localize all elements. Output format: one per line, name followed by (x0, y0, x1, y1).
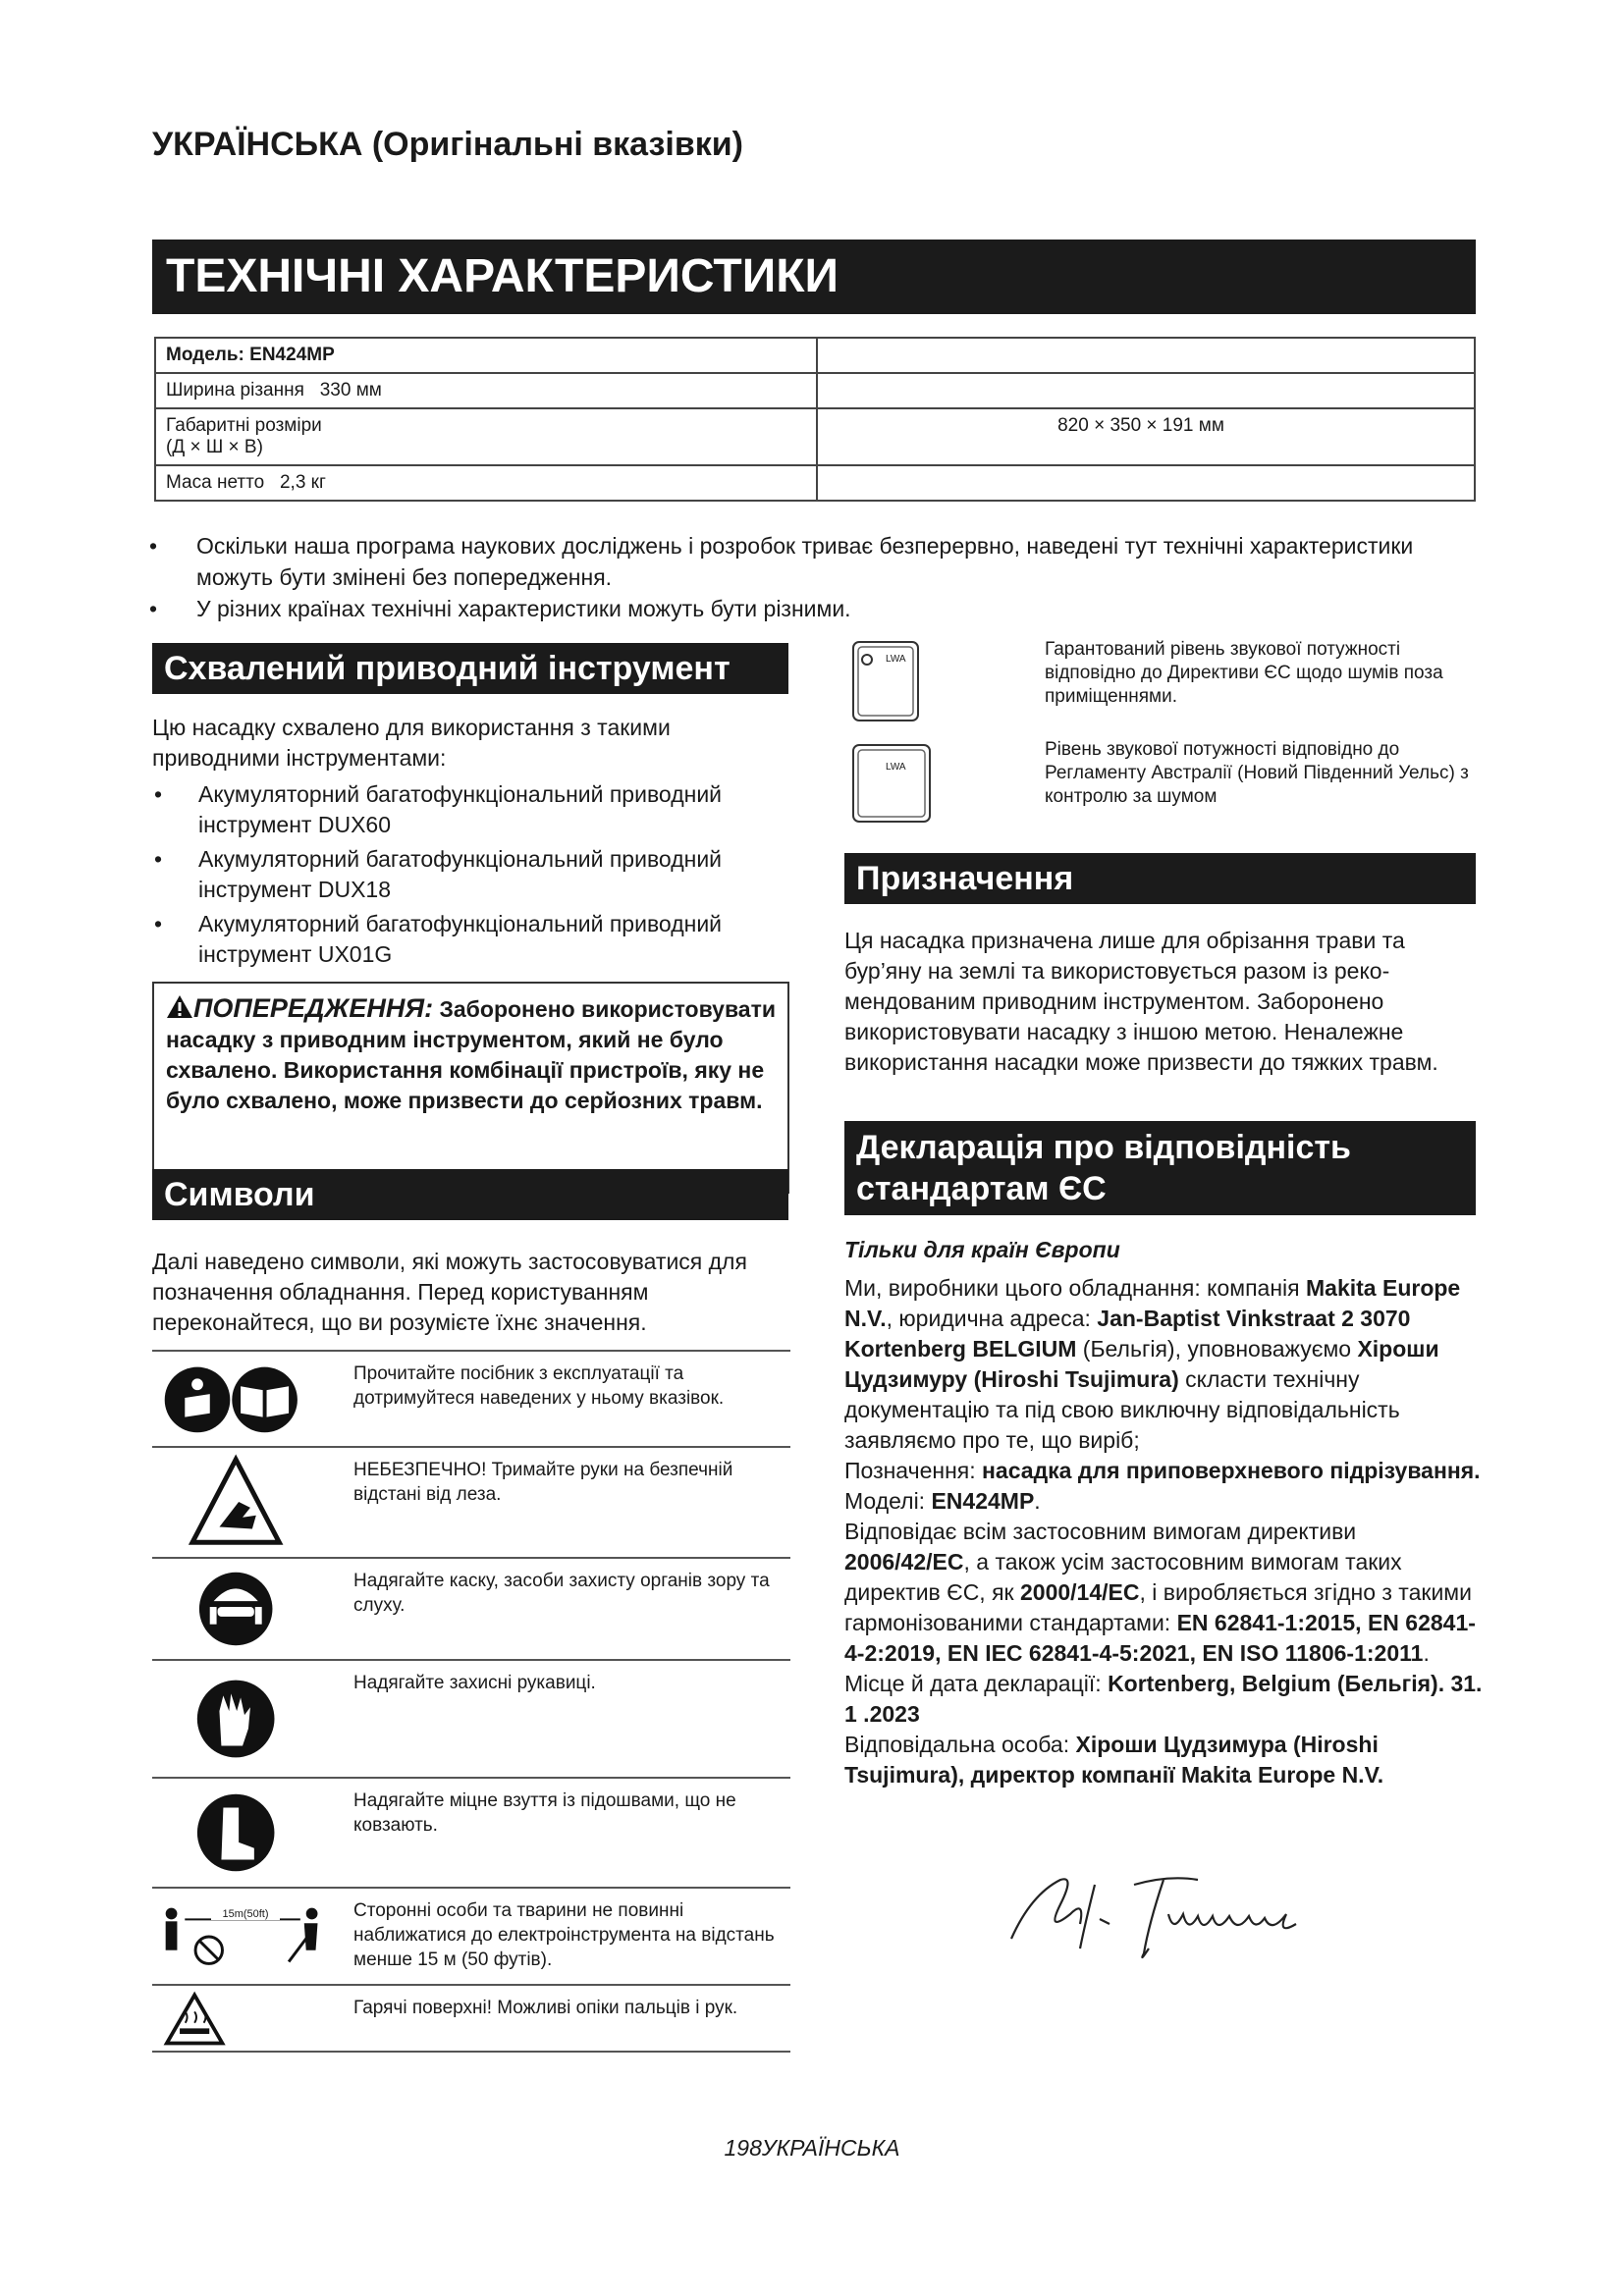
symbol-text: Гарячі поверхні! Можливі опіки пальців і рук. (353, 1998, 738, 2018)
purpose-header: Призначення (844, 853, 1476, 904)
symbol-row (152, 1350, 790, 1446)
declaration-paragraph: Місце й дата декларації: Kortenberg, Belgium (Бельгія). 31. 1 .2023 (844, 1671, 1483, 1727)
declaration-paragraph: Відповідальна особа: Хіроши Цудзимура (Hiroshi Tsujimura), директор компанії Makita Europe N.V. (844, 1732, 1384, 1788)
warning-text: Заборонено використовувати насадку з приводним інструментом, який не було схвалено. Використання комбінації пристроїв, яку не було схвалено, може призвести до серйозних травм. (166, 996, 776, 1113)
list-item: • Акумуляторний багатофункціональний приводний інструмент DUX60 (152, 779, 781, 840)
declaration-paragraph: Відповідає всім застосовним вимогам директиви 2006/42/EC, а також усім застосовним вимогам таких директив ЄС, як 2000/14/EC, і виробляється згідно з такими гармонізованими стандартами: EN 62841-1:2015, EN 62841-4-2:2019, EN IEC 62841-4-5:2021, EN ISO 11806-1:2011. (844, 1519, 1476, 1666)
dimensions-cell: Габаритні розміри (Д × Ш × В) (155, 408, 817, 465)
symbol-row (152, 1777, 790, 1887)
sound-level-row (846, 738, 1475, 831)
spec-table (154, 337, 1476, 502)
table-row (155, 373, 1475, 408)
keep-distance-icon (152, 1889, 339, 1984)
sound-power-eu-icon (851, 640, 920, 722)
approved-tools-list (152, 779, 781, 974)
distance-label: 15m(50ft) (211, 1908, 280, 1920)
width-cell: Ширина різання 330 мм (155, 373, 817, 408)
mass-cell: Маса нетто 2,3 кг (155, 465, 817, 501)
spec-notes (147, 530, 1483, 624)
dimensions-value: 820 × 350 × 191 мм (817, 408, 1475, 465)
page-footer: 198УКРАЇНСЬКА (724, 2135, 900, 2161)
list-item: • Акумуляторний багатофункціональний приводний інструмент DUX18 (152, 844, 781, 905)
safety-boots-icon (152, 1779, 339, 1887)
protective-gear-icon (152, 1559, 339, 1659)
symbol-row (152, 1659, 790, 1777)
list-item: • Акумуляторний багатофункціональний приводний інструмент UX01G (152, 909, 781, 970)
model-cell: Модель: EN424MP (155, 338, 817, 373)
list-item: • Оскільки наша програма наукових досліджень і розробок триває безперервно, наведені тут технічні характеристики можуть бути змінені без попередження. (147, 530, 1483, 593)
symbol-row (152, 1984, 790, 2053)
sound-text: Гарантований рівень звукової потужності відповідно до Директиви ЄС щодо шумів поза приміщеннями. (1045, 639, 1443, 707)
declaration-header: Декларація про відповідність стандартам ЄС (844, 1121, 1476, 1215)
lwa-label: LWA (886, 762, 906, 773)
symbol-text: НЕБЕЗПЕЧНО! Тримайте руки на безпечній відстані від леза. (353, 1460, 733, 1505)
gloves-icon (152, 1661, 339, 1777)
list-item: • У різних країнах технічні характеристики можуть бути різними. (147, 593, 1483, 624)
symbols-header: Символи (152, 1169, 788, 1220)
sound-level-row (846, 638, 1475, 731)
read-manual-icon (152, 1352, 339, 1446)
blade-danger-icon (152, 1448, 339, 1557)
sound-power-au-icon (851, 743, 932, 824)
warning-box (152, 982, 789, 1194)
symbol-text: Надягайте захисні рукавиці. (353, 1673, 596, 1693)
specifications-header: ТЕХНІЧНІ ХАРАКТЕРИСТИКИ (152, 240, 1476, 314)
hot-surface-icon (152, 1986, 339, 2051)
approved-intro: Цю насадку схвалено для використання з такими приводними інструментами: (152, 715, 671, 771)
table-row (155, 465, 1475, 501)
declaration-body (844, 1235, 1483, 1790)
symbol-text: Сторонні особи та тварини не повинні наближатися до електроінструмента на відстань менше 15 м (50 футів). (353, 1900, 775, 1970)
symbol-row (152, 1557, 790, 1659)
signature (1001, 1855, 1326, 1963)
warning-label: ПОПЕРЕДЖЕННЯ: (193, 993, 434, 1023)
sound-text: Рівень звукової потужності відповідно до Регламенту Австралії (Новий Південний Уельс) з контролю за шумом (1045, 739, 1469, 807)
approved-tools-header: Схвалений приводний інструмент (152, 643, 788, 694)
symbol-row (152, 1887, 790, 1984)
declaration-subtitle: Тільки для країн Європи (844, 1237, 1120, 1262)
table-row (155, 408, 1475, 465)
lwa-label: LWA (886, 654, 906, 665)
symbol-text: Надягайте каску, засоби захисту органів зору та слуху. (353, 1571, 770, 1616)
language-title: УКРАЇНСЬКА (Оригінальні вказівки) (152, 126, 743, 163)
declaration-paragraph: Позначення: насадка для приповерхневого підрізування. Моделі: EN424MP. (844, 1458, 1481, 1514)
declaration-paragraph: Ми, виробники цього обладнання: компанія Makita Europe N.V., юридична адреса: Jan-Baptist Vinkstraat 2 3070 Kortenberg BELGIUM (Бельгія), уповноважуємо Хіроши Цудзимуру (Hiroshi Tsujimura) скласти технічну документацію та під свою виключну відповідальність заявляємо про те, що виріб; (844, 1275, 1461, 1453)
symbols-intro: Далі наведено символи, які можуть застосовуватися для позначення обладнання. Перед користуванням переконайтеся, що ви розумієте їхнє значення. (152, 1249, 747, 1335)
table-row (155, 338, 1475, 373)
symbol-text: Прочитайте посібник з експлуатації та дотримуйтеся наведених у ньому вказівок. (353, 1363, 725, 1409)
symbol-row (152, 1446, 790, 1557)
symbol-text: Надягайте міцне взуття із підошвами, що не ковзають. (353, 1790, 736, 1836)
purpose-text: Ця насадка призначена лише для обрізання трави та бур’яну на землі та використовується разом із рекомендованим приводним інструментом. Заборонено використовувати насадку з іншою метою. Неналежне використання насадки може призвести до тяжких травм. (844, 928, 1438, 1075)
warning-triangle-icon (166, 994, 193, 1019)
